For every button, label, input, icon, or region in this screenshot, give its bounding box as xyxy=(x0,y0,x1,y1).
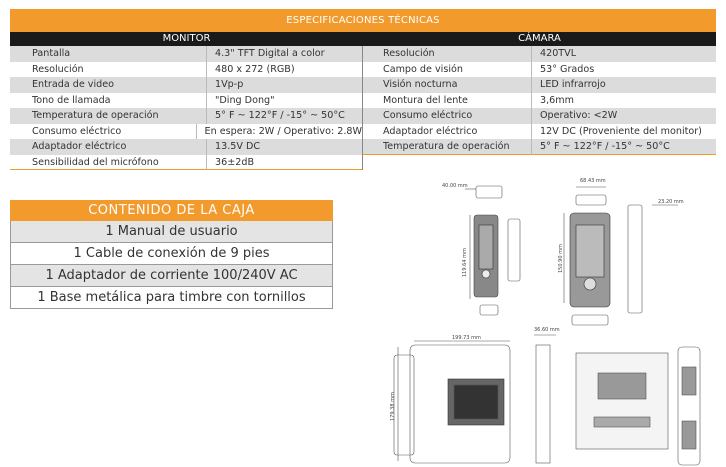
dim-camera-width: 40.00 mm xyxy=(442,183,468,189)
dim-monitor-depth: 36.60 mm xyxy=(534,327,560,333)
spec-row xyxy=(10,46,362,62)
box-title: CONTENIDO DE LA CAJA xyxy=(10,200,333,221)
spec-label: Pantalla xyxy=(32,48,71,59)
dim-camera-depth-top: 68.43 mm xyxy=(580,178,606,184)
spec-label: Visión nocturna xyxy=(383,79,458,90)
spec-row xyxy=(10,77,362,93)
spec-row xyxy=(363,139,716,155)
spec-row xyxy=(363,62,716,78)
spec-value: 3,6mm xyxy=(531,93,716,109)
box-contents xyxy=(10,200,333,309)
spec-value: 13.5V DC xyxy=(206,139,362,155)
spec-row xyxy=(10,108,362,124)
spec-row xyxy=(10,155,362,171)
spec-value: 420TVL xyxy=(531,46,716,62)
spec-value: 36±2dB xyxy=(206,155,362,171)
spec-label: Adaptador eléctrico xyxy=(32,141,127,152)
box-item: 1 Adaptador de corriente 100/240V AC xyxy=(10,265,333,287)
spec-row xyxy=(10,124,362,140)
camera-header: CÁMARA xyxy=(518,33,561,44)
spec-label: Consumo eléctrico xyxy=(32,125,122,137)
spec-row xyxy=(363,77,716,93)
dim-monitor-height: 179.38 mm xyxy=(390,392,396,421)
spec-value: 1Vp-p xyxy=(206,77,362,93)
spec-row xyxy=(363,93,716,109)
spec-label: Entrada de video xyxy=(32,79,114,90)
spec-label: Temperatura de operación xyxy=(363,139,531,155)
spec-title: ESPECIFICACIONES TÉCNICAS xyxy=(10,9,716,32)
spec-label: Temperatura de operación xyxy=(32,110,159,121)
spec-label: Sensibilidad del micrófono xyxy=(10,155,206,171)
spec-label: Campo de visión xyxy=(383,63,463,75)
monitor-side xyxy=(536,345,550,463)
spec-value: Operativo: <2W xyxy=(531,108,716,124)
spec-label: Montura del lente xyxy=(383,94,468,106)
box-item: 1 Cable de conexión de 9 pies xyxy=(10,243,333,265)
spec-label: Resolución xyxy=(32,63,84,75)
camera-top-view xyxy=(476,186,502,198)
spec-subheader xyxy=(10,32,716,46)
camera-side-view xyxy=(628,205,642,313)
camera-column xyxy=(363,46,716,170)
dimension-drawing xyxy=(380,175,726,467)
spec-value: 5° F ~ 122°F / -15° ~ 50°C xyxy=(531,139,716,155)
spec-label: Adaptador eléctrico xyxy=(383,125,478,137)
technical-drawings xyxy=(380,175,726,467)
dim-camera-depth-side: 23.20 mm xyxy=(658,199,684,205)
box-item: 1 Base metálica para timbre con tornillos xyxy=(10,287,333,309)
dim-monitor-width: 199.73 mm xyxy=(452,335,481,341)
spec-value: 480 x 272 (RGB) xyxy=(206,62,362,78)
spec-label: Tono de llamada xyxy=(32,94,111,106)
spec-row xyxy=(10,93,362,109)
spec-value: 53° Grados xyxy=(531,62,716,78)
monitor-header: MONITOR xyxy=(162,33,211,44)
monitor-back xyxy=(576,353,668,449)
spec-label: Resolución xyxy=(383,48,435,59)
spec-value: En espera: 2W / Operativo: 2.8W xyxy=(196,124,362,140)
spec-row xyxy=(10,139,362,155)
spec-value: LED infrarrojo xyxy=(531,77,716,93)
dim-camera-front-height: 150.90 mm xyxy=(558,244,564,273)
spec-row xyxy=(363,124,716,140)
spec-row xyxy=(363,46,716,62)
monitor-column xyxy=(10,46,363,170)
spec-value: "Ding Dong" xyxy=(206,93,362,109)
spec-value: 12V DC (Proveniente del monitor) xyxy=(531,124,716,140)
spec-table xyxy=(10,9,716,170)
spec-label: Consumo eléctrico xyxy=(383,110,473,121)
spec-row xyxy=(363,108,716,124)
spec-value: 5° F ~ 122°F / -15° ~ 50°C xyxy=(206,108,362,124)
spec-body xyxy=(10,46,716,170)
spec-row xyxy=(10,62,362,78)
dim-camera-height: 119.64 mm xyxy=(462,248,468,277)
spec-value: 4.3" TFT Digital a color xyxy=(206,46,362,62)
box-item: 1 Manual de usuario xyxy=(10,221,333,243)
